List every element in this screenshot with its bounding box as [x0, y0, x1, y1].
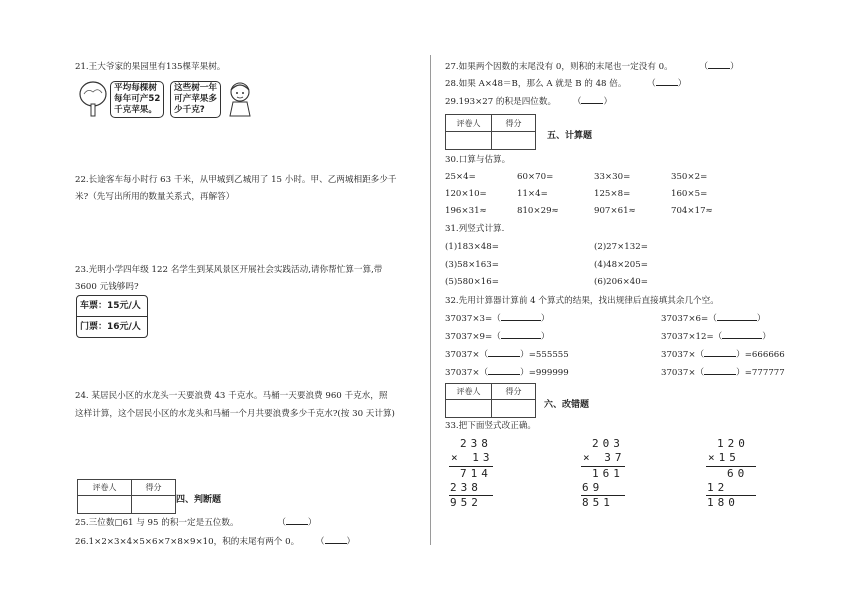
oral-calc-item: 33×30= [594, 172, 631, 182]
calc-expression-end: ） [756, 314, 766, 324]
score-table-section4: 评卷人 得分 [77, 479, 176, 514]
speech-bubble-total-question: 这些树一年 可产苹果多 少千克? [170, 81, 221, 118]
calc-expression: 37037×（ [661, 350, 705, 360]
oral-calc-item: 160×5= [671, 189, 708, 199]
answer-blank [722, 338, 762, 339]
calc-expression: 37037×（ [661, 368, 705, 378]
calc-expression-end: ） [540, 332, 550, 342]
question-22: 22.长途客车每小时行 63 千米，从甲城到乙城用了 15 小时。甲、乙两城相距多少千 米?（先写出所用的数量关系式，再解答） [75, 175, 397, 202]
question-25: 25.三位数□61 与 95 的积一定是五位数。 （ ） [75, 518, 317, 528]
tree-illustration [78, 80, 108, 118]
question-26: 26.1×2×3×4×5×6×7×8×9×10，积的末尾有两个 0。 （ ） [75, 537, 356, 547]
section-title-calculation: 五、计算题 [547, 131, 593, 141]
calc-pattern-item [661, 332, 771, 343]
speech-bubble-apples-per-tree: 平均每棵树 每年可产52 千克苹果。 [110, 81, 164, 118]
answer-blank [501, 338, 541, 339]
vertical-calc-item: (3)58×163= [445, 260, 499, 270]
oral-calc-item: 11×4= [517, 189, 548, 199]
calc-pattern-item [661, 350, 785, 361]
vertical-calc-item: (4)48×205= [594, 260, 648, 270]
question-24: 24. 某居民小区的水龙头一天要浪费 43 千克水。马桶一天要浪费 960 千克水，照 这样计算，这个居民小区的水龙头和马桶一个月共要浪费多少千克水?(按 30 天计算) [75, 391, 395, 419]
vertical-calc-item: (1)183×48= [445, 242, 499, 252]
question-31: 31.列竖式计算. [445, 224, 505, 234]
calc-expression-end: ）=555555 [520, 350, 569, 360]
vertical-calc-item: (5)580×16= [445, 277, 499, 287]
calc-expression: 37037×6=（ [661, 314, 717, 324]
calc-pattern-item [661, 368, 785, 379]
column-divider [430, 55, 431, 545]
calc-expression: 37037×（ [445, 368, 489, 378]
calc-expression: 37037×12=（ [661, 332, 723, 342]
question-32: 32.先用计算器计算前 4 个算式的结果，找出规律后直接填其余几个空。 [445, 296, 719, 306]
answer-blank [501, 320, 541, 321]
score-table-section6: 评卷人 得分 [445, 383, 536, 418]
oral-calc-item: 810×29≈ [517, 206, 559, 216]
oral-calc-item: 907×61≈ [594, 206, 636, 216]
calc-pattern-item [445, 314, 549, 325]
calc-expression-end: ） [762, 332, 771, 342]
question-23: 23.光明小学四年级 122 名学生到某风景区开展社会实践活动,请你帮忙算一算,带 3600 元钱够吗? [75, 265, 383, 292]
question-27: 27.如果两个因数的末尾没有 0，则积的末尾也一定没有 0。 （ ） [445, 62, 739, 72]
oral-calc-item: 196×31≈ [445, 206, 487, 216]
girl-illustration [226, 80, 254, 118]
entry-ticket-price: 门票：16元/人 [77, 316, 147, 337]
question-29: 29.193×27 的积是四位数。 （ ） [445, 97, 613, 107]
score-table-section5: 评卷人 得分 [445, 114, 536, 150]
question-21: 21.王大爷家的果园里有135棵苹果树。 [75, 62, 226, 72]
oral-calc-item: 25×4= [445, 172, 476, 182]
calc-expression-end: ）=666666 [736, 350, 785, 360]
answer-blank [704, 374, 736, 375]
answer-blank [488, 374, 520, 375]
bus-ticket-price: 车票：15元/人 [80, 301, 141, 311]
calc-expression: 37037×（ [445, 350, 489, 360]
calc-expression-end: ） [540, 314, 550, 324]
calc-expression-end: ）=777777 [736, 368, 785, 378]
section-title-correction: 六、改错题 [544, 400, 590, 410]
question-30: 30.口算与估算。 [445, 155, 511, 165]
calc-expression-end: ）=999999 [520, 368, 569, 378]
answer-blank [704, 356, 736, 357]
vertical-calc-item: (2)27×132= [594, 242, 648, 252]
oral-calc-item: 350×2= [671, 172, 708, 182]
calc-expression: 37037×3=（ [445, 314, 501, 324]
question-28: 28.如果 A×48＝B，那么 A 就是 B 的 48 倍。 （ ） [445, 79, 687, 89]
oral-calc-item: 60×70= [517, 172, 554, 182]
answer-blank [488, 356, 520, 357]
calc-pattern-item [445, 332, 549, 343]
vertical-calc-item: (6)206×40= [594, 277, 648, 287]
calc-expression: 37037×9=（ [445, 332, 501, 342]
calc-pattern-item [445, 350, 569, 361]
calc-pattern-item [661, 314, 765, 325]
ticket-price-card [76, 295, 148, 338]
question-33: 33.把下面竖式改正确。 [445, 421, 537, 431]
calc-pattern-item [445, 368, 569, 379]
answer-blank [717, 320, 757, 321]
oral-calc-item: 125×8= [594, 189, 631, 199]
oral-calc-item: 120×10= [445, 189, 487, 199]
oral-calc-item: 704×17≈ [671, 206, 713, 216]
section-title-judgement: 四、判断题 [176, 495, 222, 505]
